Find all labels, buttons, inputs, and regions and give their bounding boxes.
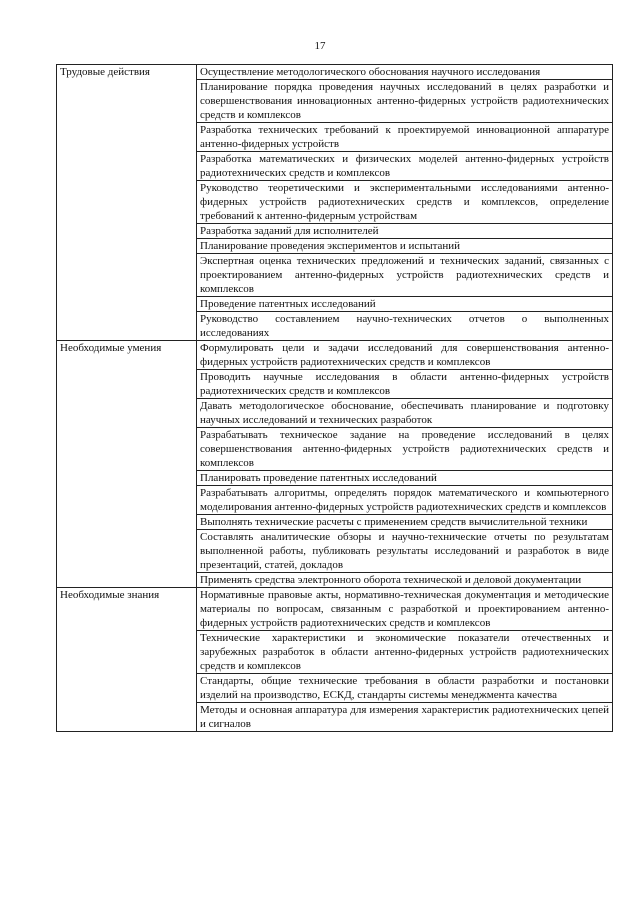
labor-actions-item: Экспертная оценка технических предложений и технических заданий, связанных с проектированием антенно-фидерных устройств радиотехнических средств и комплексов [197,254,613,297]
labor-actions-item: Руководство теоретическими и экспериментальными исследованиями антенно-фидерных устройств радиотехнических средств и комплексов, определение требований к антенно-фидерным устройствам [197,181,613,224]
required-knowledge-item: Стандарты, общие технические требования в области разработки и постановки изделий на производство, ЕСКД, стандарты системы менеджмента качества [197,674,613,703]
required-knowledge-item: Методы и основная аппаратура для измерения характеристик радиотехнических цепей и сигналов [197,703,613,732]
required-knowledge-label: Необходимые знания [57,588,197,732]
labor-actions-item: Разработка математических и физических моделей антенно-фидерных устройств радиотехнических средств и комплексов [197,152,613,181]
table-row [57,65,613,80]
required-skills-label: Необходимые умения [57,341,197,588]
required-skills-item: Проводить научные исследования в области антенно-фидерных устройств радиотехнических средств и комплексов [197,370,613,399]
required-skills-item: Давать методологическое обоснование, обеспечивать планирование и подготовку научных исследований и технических разработок [197,399,613,428]
labor-actions-label: Трудовые действия [57,65,197,341]
labor-actions-item: Планирование проведения экспериментов и испытаний [197,239,613,254]
labor-actions-item: Планирование порядка проведения научных исследований в целях разработки и совершенствования инновационных антенно-фидерных устройств радиотехнических средств и комплексов [197,80,613,123]
page-number: 17 [314,40,326,52]
required-skills-item: Разрабатывать техническое задание на проведение исследований в целях совершенствования антенно-фидерных устройств радиотехнических средств и комплексов [197,428,613,471]
required-skills-item: Разрабатывать алгоритмы, определять порядок математического и компьютерного моделирования антенно-фидерных устройств радиотехнических средств и комплексов [197,486,613,515]
required-skills-item: Формулировать цели и задачи исследований для совершенствования антенно-фидерных устройств радиотехнических средств и комплексов [197,341,613,370]
required-knowledge-item: Технические характеристики и экономические показатели отечественных и зарубежных разработок в области антенно-фидерных устройств радиотехнических средств и комплексов [197,631,613,674]
labor-actions-item: Разработка технических требований к проектируемой инновационной аппаратуре антенно-фидерных устройств [197,123,613,152]
labor-actions-item: Руководство составлением научно-технических отчетов о выполненных исследованиях [197,312,613,341]
required-skills-item: Планировать проведение патентных исследований [197,471,613,486]
labor-actions-item: Разработка заданий для исполнителей [197,224,613,239]
required-skills-item: Составлять аналитические обзоры и научно-технические отчеты по результатам выполненной работы, публиковать результаты исследований и разработок в виде презентаций, статей, докладов [197,530,613,573]
table-body [57,65,613,732]
required-skills-item: Применять средства электронного оборота технической и деловой документации [197,573,613,588]
labor-actions-item: Проведение патентных исследований [197,297,613,312]
required-skills-item: Выполнять технические расчеты с применением средств вычислительной техники [197,515,613,530]
table-row [57,588,613,631]
labor-actions-item: Осуществление методологического обоснования научного исследования [197,65,613,80]
labor-functions-table [56,64,613,732]
required-knowledge-item: Нормативные правовые акты, нормативно-техническая документация и методические материалы по вопросам, связанным с разработкой и проектированием антенно-фидерных устройств радиотехнических средств и комплексов [197,588,613,631]
table-row [57,341,613,370]
